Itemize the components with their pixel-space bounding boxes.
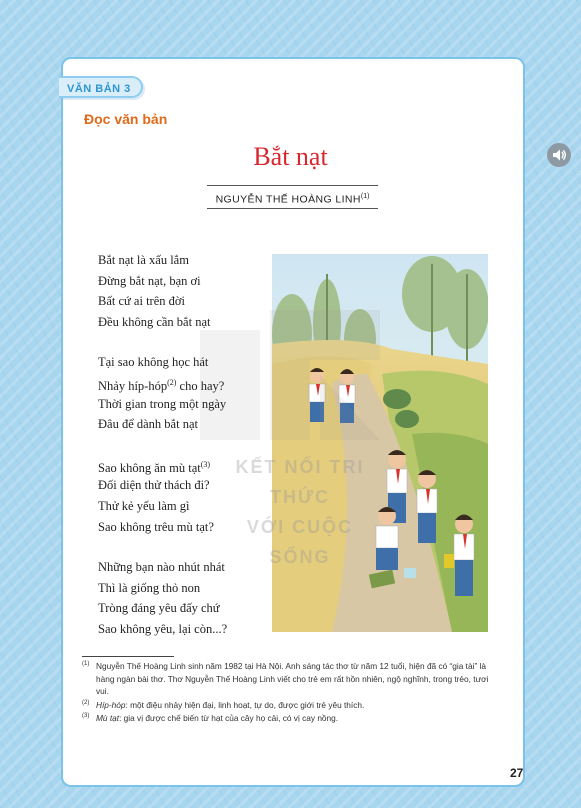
poem-line-text: Nhảy híp-hóp — [98, 379, 168, 394]
author-line — [207, 185, 378, 209]
speaker-icon[interactable] — [547, 143, 571, 167]
footnote-term: Mù tạt — [96, 713, 120, 723]
footnote-text: : một điệu nhảy hiện đại, linh hoạt, tự do, được giới trẻ yêu thích. — [125, 699, 365, 710]
poem-line-tail: cho hay? — [176, 379, 225, 394]
footnote-divider — [82, 656, 174, 657]
watermark — [215, 452, 385, 572]
footnote-text: : gia vị được chế biến từ hạt của cây họ cải, có vị cay nồng. — [119, 713, 339, 723]
stanza-4 — [98, 557, 227, 639]
poem-line: Đối diện thử thách đi? — [98, 478, 210, 493]
footnote-number: (2) — [82, 699, 90, 706]
poem-line: Tròng đáng yêu đấy chứ — [98, 601, 220, 616]
poem-line: Thời gian trong một ngày — [98, 396, 227, 411]
poem-line: Bắt nạt là xấu lắm — [98, 253, 189, 267]
poem-line: Thì là giống thỏ non — [98, 580, 201, 595]
poem-line: Sao không yêu, lại còn...? — [98, 621, 228, 636]
poem-line: Thử kẻ yếu làm gì — [98, 498, 190, 513]
poem-body — [98, 250, 227, 660]
footnote-text: Nguyễn Thế Hoàng Linh sinh năm 1982 tại Hà Nội. Anh sáng tác thơ từ năm 12 tuổi, hiện đã có “gia tài” là hàng ngàn bài thơ. Thơ Nguyễn Thế Hoàng Linh viết cho trẻ em rất hồn nhiên, ngộ nghĩnh, trong trẻo, tươi vui. — [96, 661, 489, 696]
watermark-line-1: KẾT NỐI TRI THỨC — [235, 457, 365, 507]
poem-line: Sao không trêu mù tạt? — [98, 519, 214, 534]
footnote-ref-3[interactable]: (3) — [200, 459, 211, 469]
poem-line — [98, 455, 227, 476]
poem-line-text: Sao không ăn mù tạt — [98, 460, 201, 475]
poem-line: Tại sao không học hát — [98, 355, 209, 370]
footnote-2 — [82, 699, 502, 712]
poem-line: Đều không cần bắt nạt — [98, 314, 211, 329]
footnote-number: (3) — [82, 713, 90, 719]
poem-line: Đừng bắt nạt, bạn ơi — [98, 273, 201, 288]
poem-line: Đâu để dành bắt nạt — [98, 417, 198, 432]
section-tag: VĂN BẢN 3 — [59, 76, 143, 98]
footnote-ref-1[interactable]: (1) — [360, 193, 370, 200]
watermark-line-2: VỚI CUỘC SỐNG — [246, 517, 354, 567]
footnote-number: (1) — [82, 661, 90, 667]
poem-title: Bắt nạt — [253, 142, 328, 171]
footnote-term: Híp-hóp — [96, 699, 126, 710]
stanza-3 — [98, 455, 227, 537]
stanza-2 — [98, 352, 227, 434]
poem-line: Những bạn nào nhút nhát — [98, 560, 225, 575]
poem-line: Bất cứ ai trên đời — [98, 294, 185, 309]
author-name: NGUYỄN THẾ HOÀNG LINH — [215, 193, 361, 206]
page-number: 27 — [510, 766, 524, 780]
footnote-3 — [82, 712, 502, 725]
footnote-ref-2[interactable]: (2) — [167, 377, 177, 387]
footnote-1 — [82, 660, 502, 698]
poem-line — [98, 373, 227, 394]
footnotes — [82, 660, 502, 726]
stanza-1 — [98, 250, 227, 332]
reading-heading: Đọc văn bản — [84, 111, 168, 127]
